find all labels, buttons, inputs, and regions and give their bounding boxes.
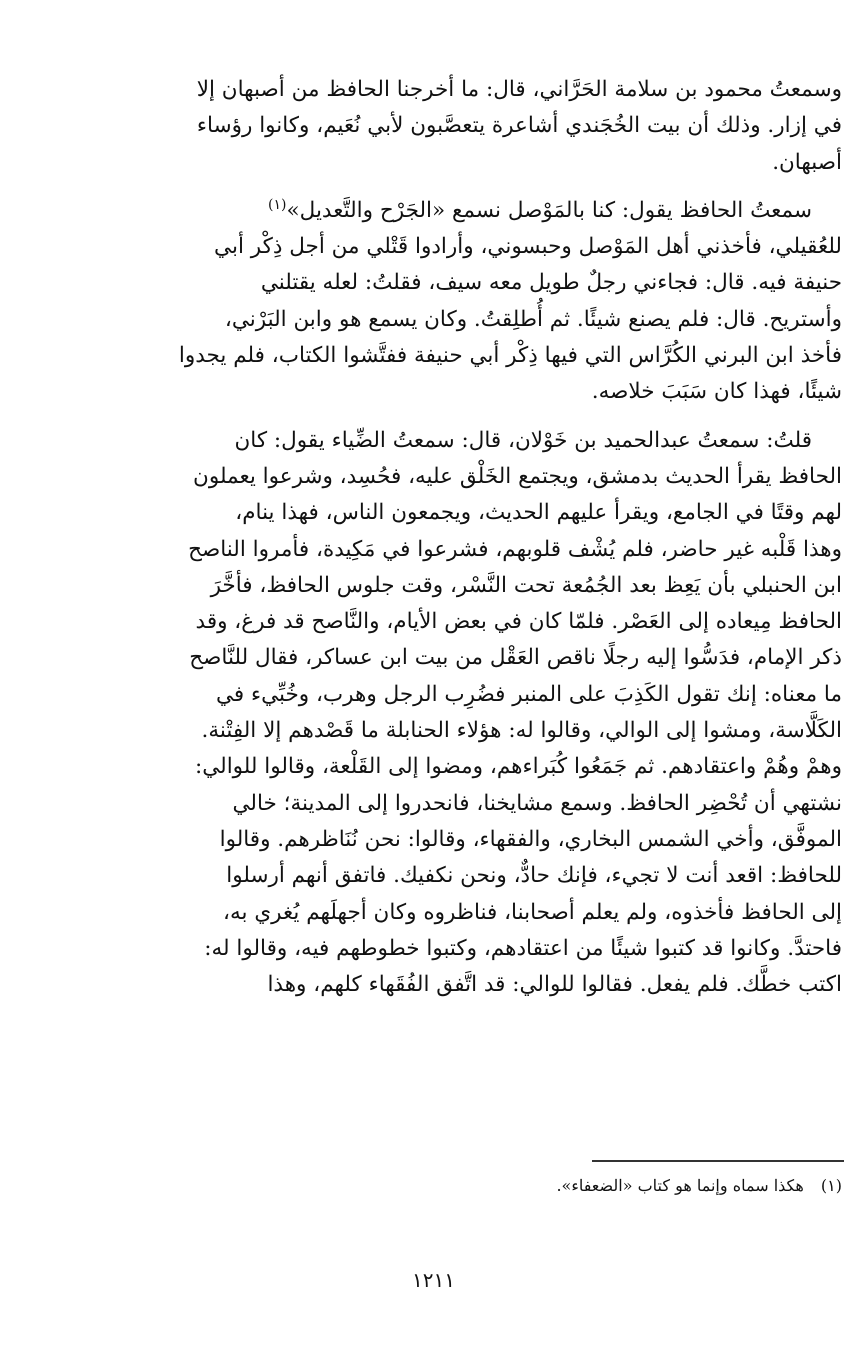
line: الحافظ مِيعاده إلى العَصْر. فلمّا كان في بعض الأيام، والنَّاصح قد فرغ، وقد: [195, 609, 842, 635]
line: للعُقيلي، فأخذني أهل المَوْصل وحبسوني، وأرادوا قَتْلي من أجل ذِكْر أبي: [214, 234, 842, 260]
line: سمعتُ الحافظ يقول: كنا بالمَوْصل نسمع «الجَرْح والتَّعديل»: [286, 197, 812, 223]
footnote: [80, 1173, 842, 1199]
page-number: ١٢١١: [412, 1268, 455, 1292]
line: لهم وقتًا في الجامع، ويقرأ عليهم الحديث، ويجمعون الناس، فهذا ينام،: [235, 500, 842, 526]
paragraph-2: [80, 193, 842, 411]
line: إلى الحافظ فأخذوه، ولم يعلم أصحابنا، فناظروه وكان أجهلَهم يُغري به،: [223, 899, 842, 925]
line: قلتُ: سمعتُ عبدالحميد بن خَوْلان، قال: سمعتُ الضِّياء يقول: كان: [234, 427, 812, 453]
line: حنيفة فيه. قال: فجاءني رجلٌ طويل معه سيف، فقلتُ: لعله يقتلني: [260, 270, 842, 296]
line: نشتهي أن تُحْضِر الحافظ. وسمع مشايخنا، فانحدروا إلى المدينة؛ خالي: [232, 790, 842, 816]
line: أصبهان.: [772, 149, 842, 175]
line: الكَلَّاسة، ومشوا إلى الوالي، وقالوا له: هؤلاء الحنابلة ما قَصْدهم إلا الفِتْنة.: [201, 718, 842, 744]
line: وأستريح. قال: فلم يصنع شيئًا. ثم أُطلِقتُ. وكان يسمع هو وابن البَرْني،: [224, 306, 842, 332]
line: فاحتدَّ. وكانوا قد كتبوا شيئًا من اعتقادهم، وكتبوا خطوطهم فيه، وقالوا له:: [204, 935, 842, 961]
line: للحافظ: اقعد أنت لا تجيء، فإنك حادٌّ، ونحن نكفيك. فاتفق أنهم أرسلوا: [226, 863, 842, 889]
paragraph-3: [80, 423, 842, 1004]
line: شيئًا، فهذا كان سَبَبَ خلاصه.: [591, 379, 842, 405]
line: في إزار. وذلك أن بيت الخُجَندي أشاعرة يتعصَّبون لأبي نُعَيم، وكانوا رؤساء: [196, 113, 842, 139]
line: وهمْ وهُمْ واعتقادهم. ثم جَمَعُوا كُبَراءهم، ومضوا إلى القَلْعة، وقالوا للوالي:: [194, 754, 842, 780]
line: الحافظ يقرأ الحديث بدمشق، ويجتمع الخَلْق عليه، فحُسِد، وشرعوا يعملون: [193, 463, 842, 489]
footnote-number: (١): [820, 1176, 842, 1195]
paragraph-1: [80, 72, 842, 181]
line: اكتب خطَّك. فلم يفعل. فقالوا للوالي: قد اتَّفق الفُقَهاء كلهم، وهذا: [267, 972, 842, 998]
line: فأخذ ابن البرني الكُرَّاس التي فيها ذِكْر أبي حنيفة ففتَّشوا الكتاب، فلم يجدوا: [178, 343, 842, 369]
line: ذكر الإمام، فدَسُّوا إليه رجلًا ناقص العَقْل من بيت ابن عساكر، فقال للنَّاصح: [189, 645, 842, 671]
line: وسمعتُ محمود بن سلامة الحَرَّاني، قال: ما أخرجنا الحافظ من أصبهان إلا: [196, 77, 842, 102]
line: الموفَّق، وأخي الشمس البخاري، والفقهاء، وقالوا: نحن نُنَاظرهم. وقالوا: [219, 826, 842, 852]
line: ما معناه: إنك تقول الكَذِبَ على المنبر فضُرِب الرجل وهرب، وخُبِّيء في: [215, 681, 842, 707]
line: وهذا قَلْبه غير حاضر، فلم يُشْف قلوبهم، فشرعوا في مَكِيدة، فأمروا الناصح: [188, 536, 842, 562]
footnote-text: هكذا سماه وإنما هو كتاب «الضعفاء».: [556, 1176, 804, 1195]
footnote-reference[interactable]: (١): [268, 196, 287, 213]
main-text: [80, 72, 842, 1003]
line: ابن الحنبلي بأن يَعِظ بعد الجُمُعة تحت النَّسْر، وقت جلوس الحافظ، فأخَّرَ: [210, 572, 842, 598]
footnote-divider: [592, 1160, 844, 1162]
